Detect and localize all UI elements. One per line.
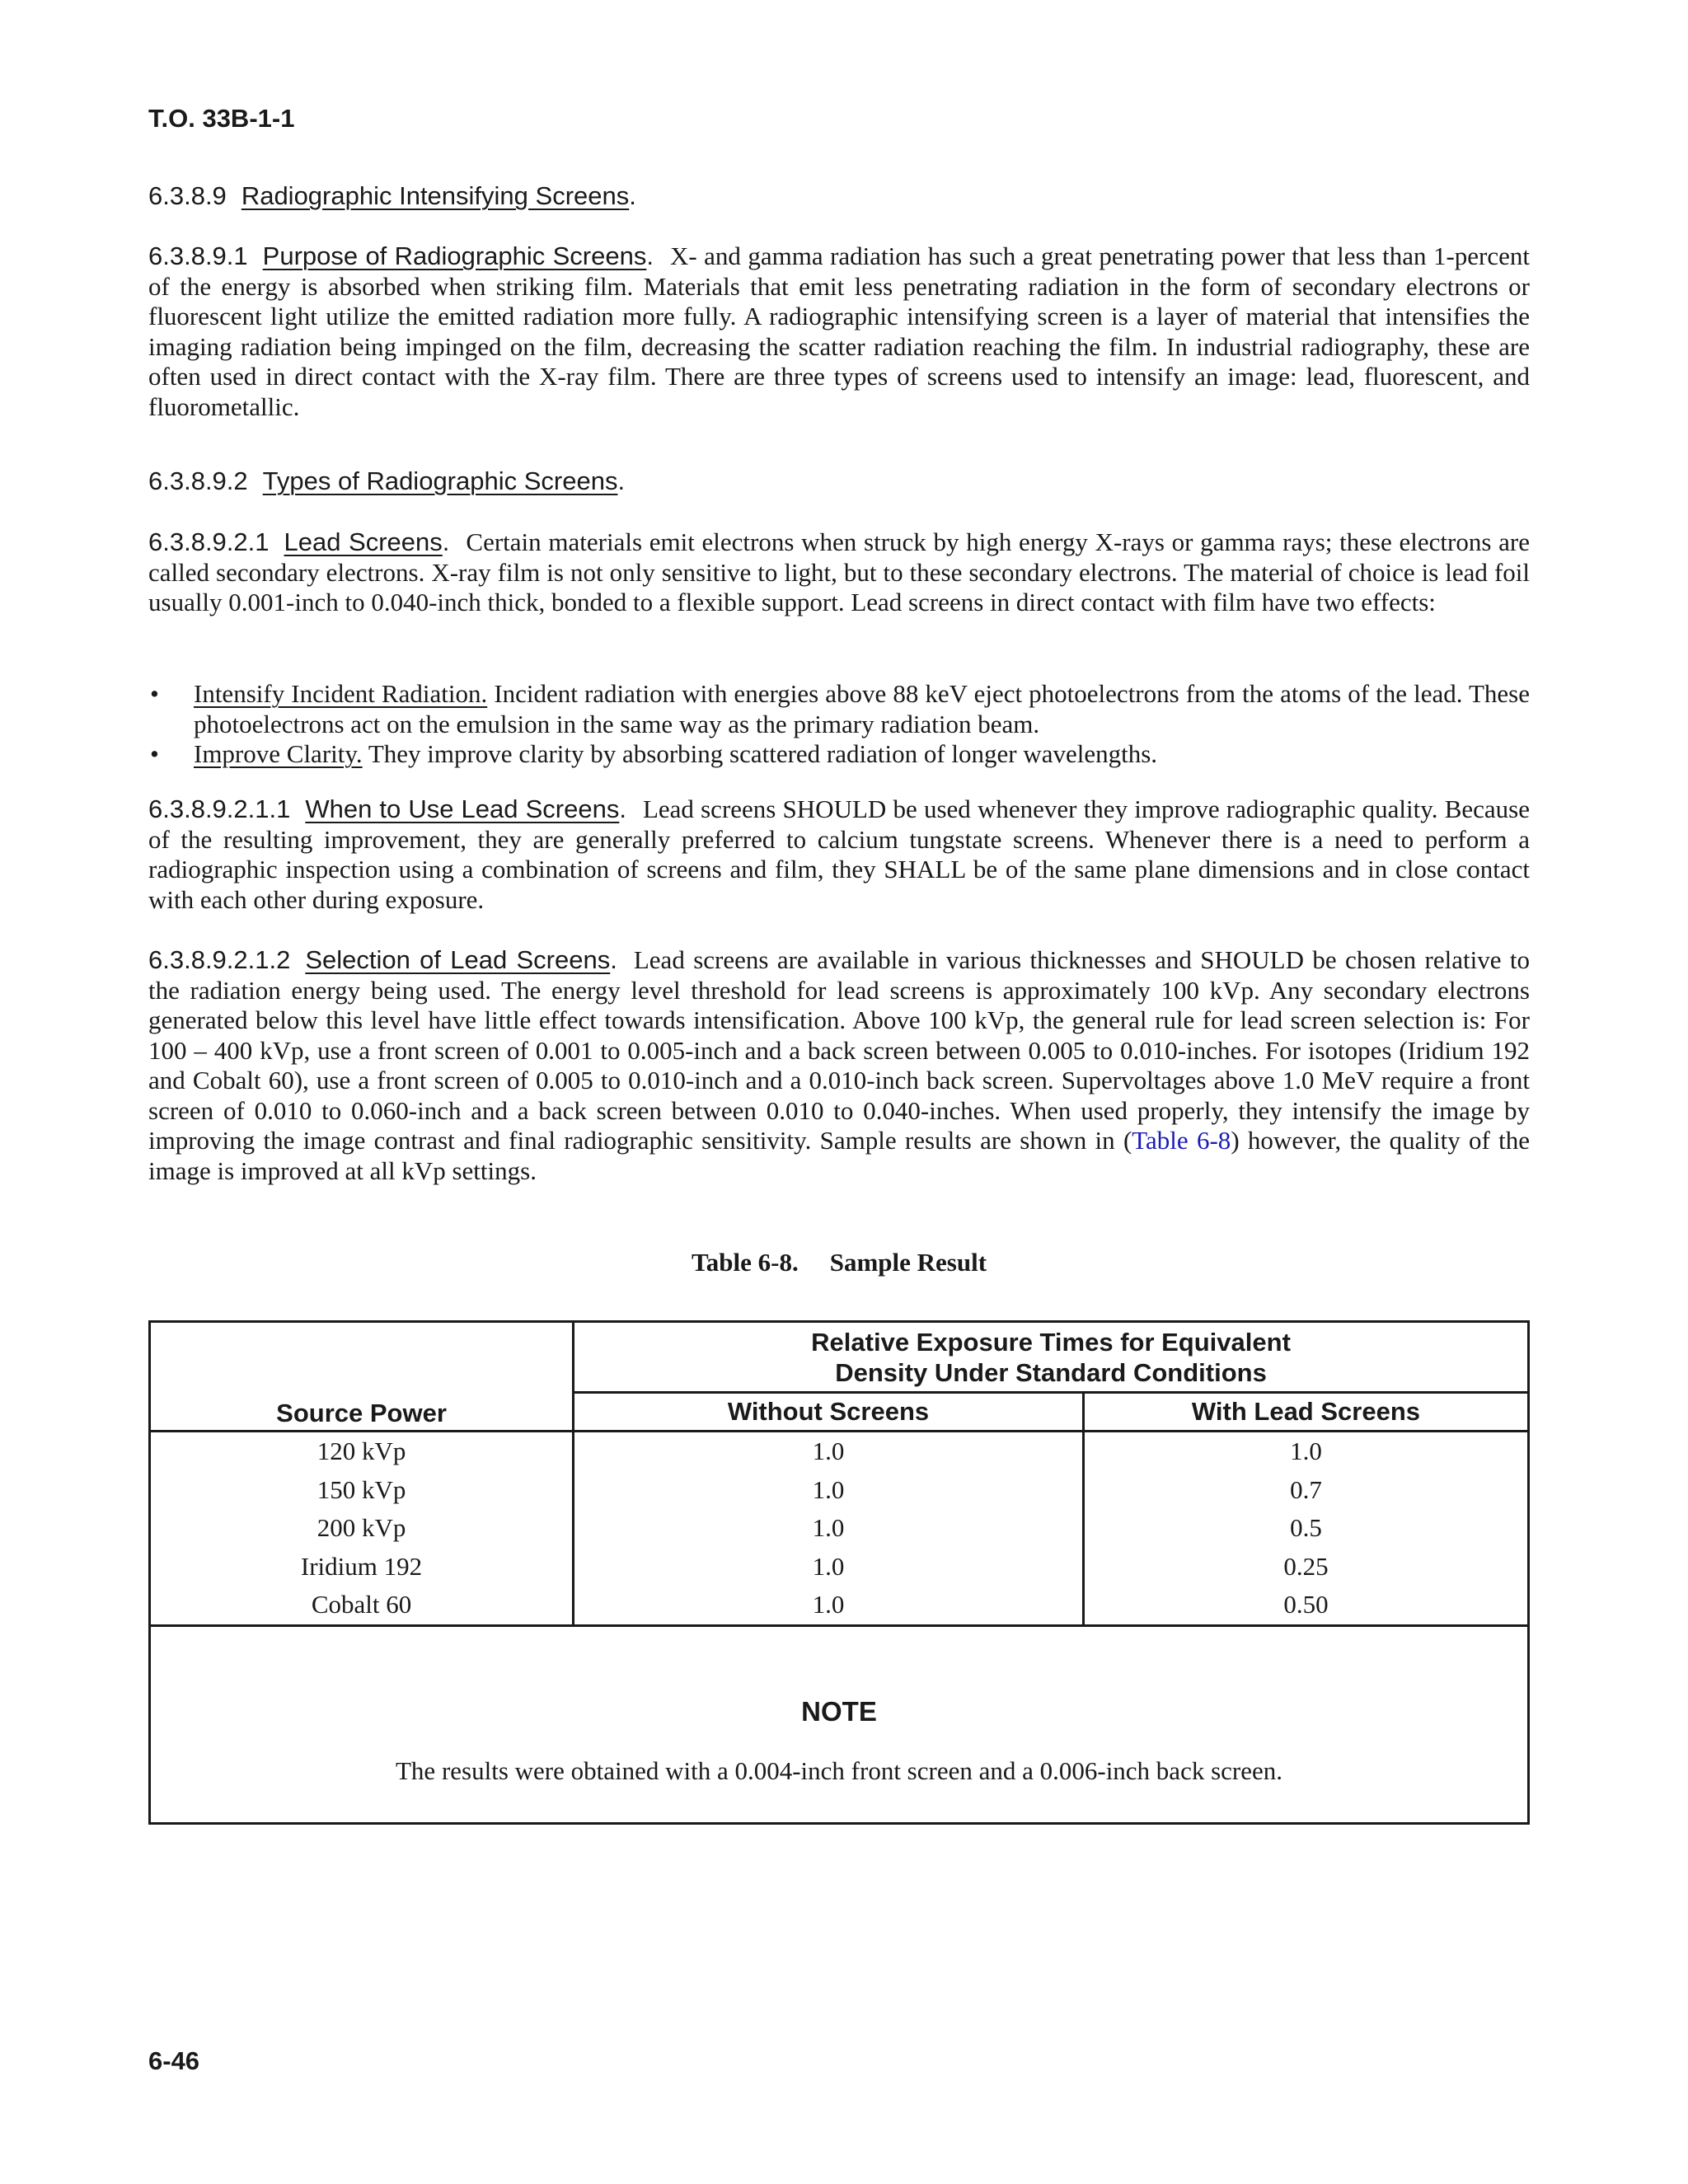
bullet-dot: • (150, 679, 159, 708)
header-without-screens: Without Screens (574, 1393, 1084, 1432)
paragraph-body: Lead screens SHOULD be used whenever they improve radiographic quality. Because of the resulting improvement, they are generally preferred to calcium tungstate screens. Whenever there is a need to perform a radiographic inspection using a combination of screens and film, they SHALL be of the same plane dimensions and in close contact with each other during exposure. (148, 794, 1530, 914)
cell-with: 0.7 (1083, 1471, 1528, 1510)
section-number: 6.3.8.9.2.1 (148, 527, 270, 556)
bullet-text: They improve clarity by absorbing scattered radiation of longer wavelengths. (368, 739, 1158, 768)
table-link[interactable]: Table 6-8 (1132, 1126, 1231, 1155)
header-relative-exposure (574, 1322, 1529, 1393)
table-row (150, 1586, 1529, 1625)
section-heading-6-3-8-9: 6.3.8.9 Radiographic Intensifying Screens. (148, 181, 636, 210)
table-row (150, 1471, 1529, 1510)
cell-source: 120 kVp (316, 1436, 406, 1465)
note-title: NOTE (801, 1695, 877, 1727)
table-row (150, 1509, 1529, 1548)
paragraph-selection: 6.3.8.9.2.1.2 Selection of Lead Screens. Lead screens are available in various thicknesses and SHOULD be chosen relative to the radiation energy being used. The energy level threshold for lead screens is approximately 100 kVp. Any secondary electrons generated below this level have little effect towards intensification. Above 100 kVp, the general rule for lead screen selection is: For 100 – 400 kVp, use a front screen of 0.001 to 0.005-inch and a back screen between 0.005 to 0.010-inches. For isotopes (Iridium 192 and Cobalt 60), use a front screen of 0.005 to 0.010-inch and a 0.010-inch back screen. Supervoltages above 1.0 MeV require a front screen of 0.010 to 0.060-inch and a back screen between 0.010 to 0.040-inches. When used properly, they intensify the image by improving the image contrast and final radiographic sensitivity. Sample results are shown in (Table 6-8) however, the quality of the image is improved at all kVp settings. (148, 945, 1531, 1185)
paragraph-when-to-use: 6.3.8.9.2.1.1 When to Use Lead Screens. Lead screens SHOULD be used whenever they improve radiographic quality. Because of the resulting improvement, they are generally preferred to calcium tungstate screens. Whenever there is a need to perform a radiographic inspection using a combination of screens and film, they SHALL be of the same plane dimensions and in close contact with each other during exposure. (148, 794, 1530, 914)
document-id: T.O. 33B-1-1 (148, 104, 295, 133)
paragraph-purpose-of-screens: 6.3.8.9.1 Purpose of Radiographic Screens. X- and gamma radiation has such a great penetrating power that less than 1-percent of the energy is absorbed when striking film. Materials that emit less penetrating radiation in the form of secondary electrons or fluorescent light utilize the emitted radiation more fully. A radiographic intensifying screen is a layer of material that intensifies the imaging radiation being impinged on the film, decreasing the scatter radiation reaching the film. In industrial radiography, these are often used in direct contact with the X-ray film. There are three types of screens used to intensify an image: lead, fluorescent, and fluorometallic. (148, 241, 1531, 421)
section-title: Selection of Lead Screens (305, 945, 611, 974)
paragraph-body: Certain materials emit electrons when struck by high energy X-rays or gamma rays; these electrons are called secondary electrons. X-ray film is not only sensitive to light, but to these secondary electrons. The material of choice is lead foil usually 0.001-inch to 0.040-inch thick, bonded to a flexible support. Lead screens in direct contact with film have two effects: (148, 527, 1530, 616)
cell-without: 1.0 (574, 1548, 1084, 1586)
cell-with: 0.50 (1083, 1586, 1528, 1625)
table-row (150, 1548, 1529, 1586)
section-title: Lead Screens (284, 527, 443, 556)
cell-source: 150 kVp (316, 1474, 406, 1504)
paragraph-body: X- and gamma radiation has such a great penetrating power that less than 1-percent of the energy is absorbed when striking film. Materials that emit less penetrating radiation in the form of secondary electrons or fluorescent light utilize the emitted radiation more fully. A radiographic intensifying screen is a layer of material that intensifies the imaging radiation being impinged on the film, decreasing the scatter radiation reaching the film. In industrial radiography, these are often used in direct contact with the X-ray film. There are three types of screens used to intensify an image: lead, fluorescent, and fluorometallic. (148, 241, 1531, 421)
list-item (148, 739, 1530, 770)
list-item (148, 679, 1530, 739)
sample-result-table (148, 1320, 1530, 1825)
section-number: 6.3.8.9.2.1.1 (148, 794, 291, 823)
section-title: When to Use Lead Screens (305, 794, 620, 823)
cell-source: Iridium 192 (300, 1551, 423, 1581)
paragraph-lead-screens: 6.3.8.9.2.1 Lead Screens. Certain materials emit electrons when struck by high energy X-rays or gamma rays; these electrons are called secondary electrons. X-ray film is not only sensitive to light, but to these secondary electrons. The material of choice is lead foil usually 0.001-inch to 0.040-inch thick, bonded to a flexible support. Lead screens in direct contact with film have two effects: (148, 527, 1530, 616)
section-heading-6-3-8-9-2: 6.3.8.9.2 Types of Radiographic Screens. (148, 466, 626, 495)
cell-with: 1.0 (1083, 1432, 1528, 1471)
section-number: 6.3.8.9.2.1.2 (148, 945, 291, 974)
paragraph-body: Lead screens are available in various thicknesses and SHOULD be chosen relative to the radiation energy being used. The energy level threshold for lead screens is approximately 100 kVp. Any secondary electrons generated below this level have little effect towards intensification. Above 100 kVp, the general rule for lead screen selection is: For 100 – 400 kVp, use a front screen of 0.001 to 0.005-inch and a back screen between 0.005 to 0.010-inches. For isotopes (Iridium 192 and Cobalt 60), use a front screen of 0.005 to 0.010-inch and a 0.010-inch back screen. Supervoltages above 1.0 MeV require a front screen of 0.010 to 0.060-inch and a back screen between 0.010 to 0.040-inches. When used properly, they intensify the image by improving the image contrast and final radiographic sensitivity. Sample results are shown in ( (148, 945, 1530, 1155)
section-number: 6.3.8.9.2 (148, 466, 248, 495)
section-title: Types of Radiographic Screens (262, 466, 618, 495)
cell-with: 0.5 (1083, 1509, 1528, 1548)
header-line: Density Under Standard Conditions (835, 1357, 1267, 1387)
header-line: Relative Exposure Times for Equivalent (811, 1327, 1291, 1357)
table-title: Sample Result (829, 1248, 987, 1277)
paragraph-body-end: ) however, the quality of the image is improved at all kVp settings. (148, 1126, 1531, 1185)
cell-source: Cobalt 60 (311, 1590, 412, 1619)
bullet-list (148, 679, 1530, 770)
cell-without: 1.0 (574, 1432, 1084, 1471)
bullet-term: Intensify Incident Radiation. (194, 679, 488, 708)
table-number: Table 6-8. (691, 1248, 799, 1277)
section-title: Radiographic Intensifying Screens (241, 181, 630, 210)
table-row (150, 1432, 1529, 1471)
bullet-term: Improve Clarity. (194, 739, 363, 768)
section-number: 6.3.8.9 (148, 181, 227, 210)
cell-without: 1.0 (574, 1586, 1084, 1625)
cell-with: 0.25 (1083, 1548, 1528, 1586)
page-number: 6-46 (148, 2046, 200, 2075)
table-note (150, 1625, 1529, 1823)
section-number: 6.3.8.9.1 (148, 241, 248, 270)
note-text: The results were obtained with a 0.004-inch front screen and a 0.006-inch back screen. (396, 1755, 1282, 1785)
bullet-text: Incident radiation with energies above 88 keV eject photoelectrons from the atoms of the lead. These photoelectrons act on the emulsion in the same way as the primary radiation beam. (194, 679, 1531, 738)
header-with-lead-screens: With Lead Screens (1083, 1393, 1528, 1432)
cell-without: 1.0 (574, 1471, 1084, 1510)
cell-without: 1.0 (574, 1509, 1084, 1548)
cell-source: 200 kVp (316, 1513, 406, 1543)
table-caption (148, 1248, 1530, 1277)
header-source-power: Source Power (150, 1322, 574, 1432)
section-title: Purpose of Radiographic Screens (262, 241, 647, 270)
bullet-dot: • (150, 739, 159, 768)
